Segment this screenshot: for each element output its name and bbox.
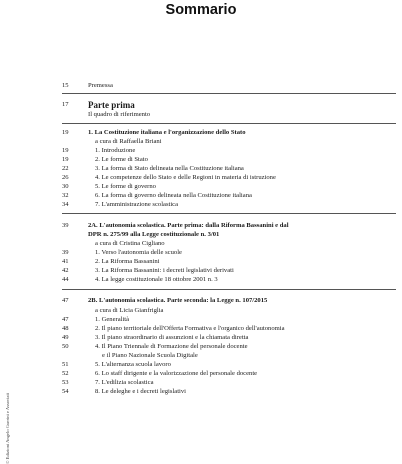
- toc-entry-title: 1. Verso l'autonomia delle scuole: [95, 249, 182, 256]
- toc-entry-title: 5. Le forme di governo: [95, 183, 156, 190]
- toc-page-number: 30: [62, 183, 69, 190]
- toc-page-number: 19: [62, 156, 69, 163]
- toc-page-number: 49: [62, 334, 69, 341]
- toc-page-number: 51: [62, 361, 69, 368]
- toc-entry-title: 2. Le forme di Stato: [95, 156, 148, 163]
- toc-entry-title: Premessa: [88, 82, 113, 89]
- toc-page-number: 17: [62, 101, 69, 108]
- toc-page-number: 15: [62, 82, 69, 89]
- toc-page-number: 52: [62, 370, 69, 377]
- toc-page-number: 34: [62, 201, 69, 208]
- toc-entry-title: a cura di Raffaella Briani: [95, 138, 162, 145]
- toc-entry-title: 2B. L'autonomia scolastica. Parte seconda: la Legge n. 107/2015: [88, 297, 268, 304]
- rule: [62, 93, 396, 94]
- toc-entry-title: Il quadro di riferimento: [88, 111, 151, 118]
- toc-page-number: 19: [62, 129, 69, 136]
- toc-entry-title: a cura di Cristina Cigliano: [95, 240, 165, 247]
- toc-entry-title: 4. La legge costituzionale 18 ottobre 2001 n. 3: [95, 276, 218, 283]
- toc-entry-title: 1. La Costituzione italiana e l'organizzazione dello Stato: [88, 129, 246, 136]
- toc-page-number: 53: [62, 379, 69, 386]
- toc-entry-title: 4. Il Piano Triennale di Formazione del personale docente: [95, 343, 248, 350]
- toc-entry-title: e il Piano Nazionale Scuola Digitale: [102, 352, 198, 359]
- toc-entry-title: 5. L'alternanza scuola lavoro: [95, 361, 171, 368]
- toc-page-number: 54: [62, 388, 69, 395]
- toc-entry-title: 4. Le competenze dello Stato e delle Regioni in materia di istruzione: [95, 174, 276, 181]
- toc-page-number: 39: [62, 249, 69, 256]
- toc-page-number: 39: [62, 222, 69, 229]
- toc-entry-title: 2. La Riforma Bassanini: [95, 258, 160, 265]
- rule: [62, 213, 396, 214]
- toc-entry-title: 8. Le deleghe e i decreti legislativi: [95, 388, 186, 395]
- toc-entry-title: 2A. L'autonomia scolastica. Parte prima: dalla Riforma Bassanini e dal: [88, 222, 289, 229]
- toc-entry-title: 7. L'amministrazione scolastica: [95, 201, 179, 208]
- toc-entry-title: Parte prima: [88, 100, 135, 110]
- toc-entry-title: 1. Generalità: [95, 316, 130, 323]
- toc-page-number: 26: [62, 174, 69, 181]
- toc-page-number: 32: [62, 192, 69, 199]
- toc-page-number: 22: [62, 165, 69, 172]
- toc-entry-title: 7. L'edilizia scolastica: [95, 379, 154, 386]
- toc-page-number: 48: [62, 325, 69, 332]
- rule: [62, 123, 396, 124]
- toc-entry-title: 3. La forma di Stato delineata nella Costituzione italiana: [95, 165, 244, 172]
- toc-page-number: 47: [62, 316, 69, 323]
- toc-page-number: 50: [62, 343, 69, 350]
- rule: [62, 289, 396, 290]
- toc-entry-title: 1. Introduzione: [95, 147, 136, 154]
- toc-entry-title: DPR n. 275/99 alla Legge costituzionale n. 3/01: [88, 231, 220, 238]
- toc-entry-title: 2. Il piano territoriale dell'Offerta Formativa e l'organico dell'autonomia: [95, 325, 285, 332]
- side-credit-text: © Edizioni Angelo Guerini e Associati: [5, 393, 10, 464]
- toc-page-number: 47: [62, 297, 69, 304]
- page-title: Sommario: [165, 2, 237, 18]
- toc-page-number: 42: [62, 267, 69, 274]
- toc-entry-title: 6. La forma di governo delineata nella Costituzione italiana: [95, 192, 252, 199]
- toc-page-number: 19: [62, 147, 69, 154]
- toc-entry-title: 3. Il piano straordinario di assunzioni e la chiamata diretta: [95, 334, 249, 341]
- toc-entry-title: 3. La Riforma Bassanini: i decreti legislativi derivati: [95, 267, 234, 274]
- toc-page-number: 41: [62, 258, 69, 265]
- toc-entry-title: 6. Lo staff dirigente e la valorizzazione del personale docente: [95, 370, 258, 377]
- toc-page-number: 44: [62, 276, 69, 283]
- toc-entry-title: a cura di Licia Gianfriglia: [95, 307, 164, 314]
- side-credit: [5, 288, 13, 464]
